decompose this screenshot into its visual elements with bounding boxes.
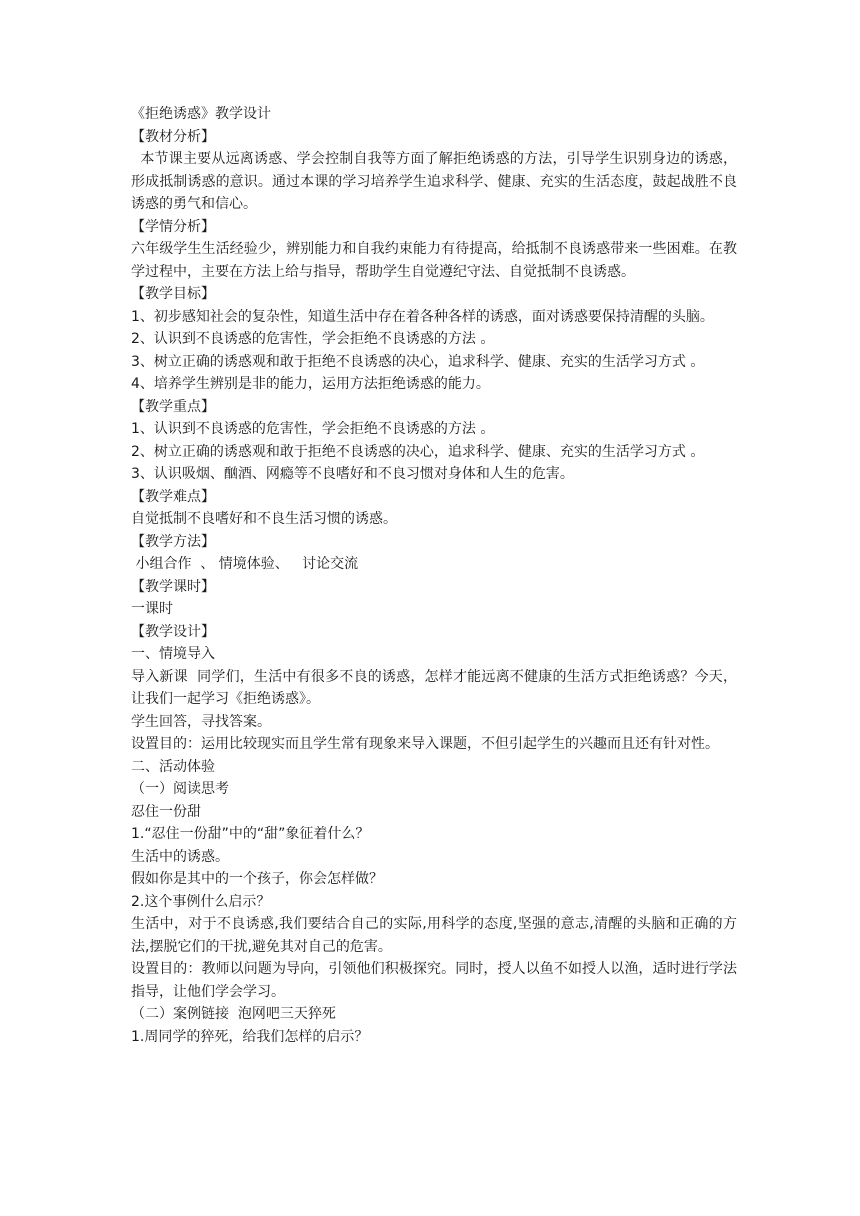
section-heading-difficulties: 【教学难点】: [131, 488, 215, 505]
section-heading-teaching-goals: 【教学目标】: [131, 286, 215, 302]
paragraph-purpose-1: 设置目的：运用比较现实而且学生常有现象来导入课题，不但引起学生的兴趣而且还有针对性。: [131, 736, 719, 752]
subheading-activity: 二、活动体验: [131, 758, 215, 775]
paragraph-difficulties: 自觉抵制不良嗜好和不良生活习惯的诱惑。: [131, 511, 397, 527]
question-1: 1.“忍住一份甜”中的“甜”象征着什么？: [131, 826, 370, 842]
section-heading-key-points: 【教学重点】: [131, 398, 215, 415]
section-heading-teaching-design: 【教学设计】: [131, 623, 215, 640]
question-2: 2.这个事例什么启示？: [131, 893, 271, 910]
key-point-item-1: 1、认识到不良诱惑的危害性，学会拒绝不良诱惑的方法 。: [131, 421, 495, 437]
goal-item-2: 2、认识到不良诱惑的危害性，学会拒绝不良诱惑的方法 。: [131, 331, 495, 347]
section-heading-student-analysis: 【学情分析】: [131, 218, 215, 235]
goal-item-3: 3、树立正确的诱惑观和敢于拒绝不良诱惑的决心，追求科学、健康、充实的生活学习方式 。: [131, 353, 705, 370]
paragraph-intro: 导入新课 同学们，生活中有很多不良的诱惑，怎样才能远离不健康的生活方式拒绝诱惑？今天，让我们一起学习《拒绝诱惑》。: [131, 668, 737, 707]
goal-item-1: 1、初步感知社会的复杂性，知道生活中存在着各种各样的诱惑，面对诱惑要保持清醒的头脑。: [131, 308, 714, 325]
document-body: [131, 103, 737, 1048]
answer-2: 生活中，对于不良诱惑,我们要结合自己的实际,用科学的态度,坚强的意志,清醒的头脑和正确的方法,摆脱它们的干扰,避免其对自己的危害。: [131, 916, 737, 955]
key-point-item-3: 3、认识吸烟、酗酒、网瘾等不良嗜好和不良习惯对身体和人生的危害。: [131, 466, 574, 482]
goal-item-4: 4、培养学生辨别是非的能力，运用方法拒绝诱惑的能力。: [131, 376, 490, 392]
paragraph-methods: 小组合作 、 情境体验、 讨论交流: [131, 556, 359, 572]
key-point-item-2: 2、树立正确的诱惑观和敢于拒绝不良诱惑的决心，追求科学、健康、充实的生活学习方式 。: [131, 443, 705, 460]
subheading-scenario-intro: 一、情境导入: [131, 646, 215, 662]
question-followup: 假如你是其中的一个孩子，你会怎样做？: [131, 871, 383, 887]
paragraph-class-hours: 一课时: [131, 601, 173, 617]
paragraph-story-title: 忍住一份甜: [131, 803, 201, 820]
paragraph-student-analysis: 六年级学生生活经验少，辨别能力和自我约束能力有待提高，给抵制不良诱惑带来一些困难。在教学过程中，主要在方法上给与指导，帮助学生自觉遵纪守法、自觉抵制不良诱惑。: [131, 241, 737, 280]
document-title: 《拒绝诱惑》教学设计: [131, 106, 271, 122]
section-heading-textbook-analysis: 【教材分析】: [131, 128, 215, 145]
section-heading-class-hours: 【教学课时】: [131, 578, 215, 595]
paragraph-student-answer: 学生回答，寻找答案。: [131, 713, 271, 730]
subheading-reading: （一）阅读思考: [131, 781, 229, 797]
subheading-case-link: （二）案例链接 泡网吧三天猝死: [131, 1006, 336, 1022]
question-case-1: 1.周同学的猝死，给我们怎样的启示？: [131, 1028, 369, 1045]
answer-1: 生活中的诱惑。: [131, 848, 229, 865]
paragraph-textbook-analysis: 本节课主要从远离诱惑、学会控制自我等方面了解拒绝诱惑的方法，引导学生识别身边的诱惑，形成抵制诱惑的意识。通过本课的学习培养学生追求科学、健康、充实的生活态度，鼓起战胜不良诱惑的勇气和信心。: [131, 151, 737, 212]
section-heading-methods: 【教学方法】: [131, 533, 215, 550]
paragraph-purpose-2: 设置目的：教师以问题为导向，引领他们积极探究。同时，授人以鱼不如授人以渔，适时进行学法指导，让他们学会学习。: [131, 961, 737, 1000]
